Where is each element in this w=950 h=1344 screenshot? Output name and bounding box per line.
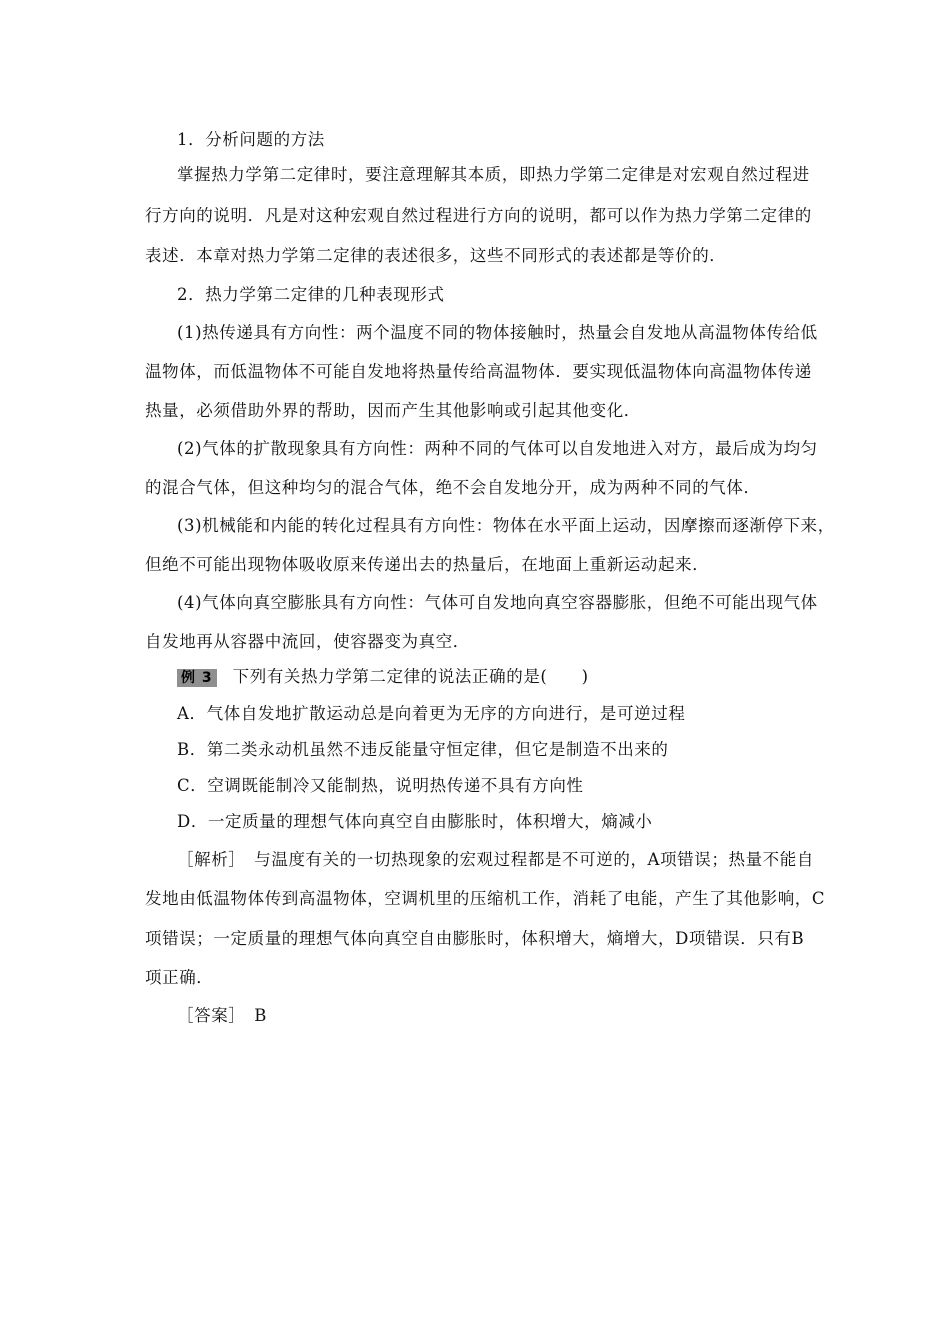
option-d: D．一定质量的理想气体向真空自由膨胀时，体积增大，熵减小 (177, 812, 653, 831)
analysis-line: 项正确． (145, 968, 214, 987)
item-3-line: 但绝不可能出现物体吸收原来传递出去的热量后，在地面上重新运动起来． (145, 555, 710, 574)
item-2-line: (2)气体的扩散现象具有方向性：两种不同的气体可以自发地进入对方，最后成为均匀 (177, 439, 818, 458)
analysis-line: 发地由低温物体传到高温物体，空调机里的压缩机工作，消耗了电能，产生了其他影响，C (145, 889, 826, 908)
item-1-line: 温物体，而低温物体不可能自发地将热量传给高温物体．要实现低温物体向高温物体传递 (145, 362, 812, 381)
item-2-line: 的混合气体，但这种均匀的混合气体，绝不会自发地分开，成为两种不同的气体． (145, 478, 761, 497)
analysis-line: 项错误；一定质量的理想气体向真空自由膨胀时，体积增大，熵增大，D项错误．只有B (145, 929, 805, 948)
analysis-line: ［解析］ 与温度有关的一切热现象的宏观过程都是不可逆的，A项错误；热量不能自 (177, 850, 814, 869)
option-c: C．空调既能制冷又能制热，说明热传递不具有方向性 (177, 776, 584, 795)
option-a: A．气体自发地扩散运动总是向着更为无序的方向进行，是可逆过程 (177, 704, 686, 723)
item-3-line: (3)机械能和内能的转化过程具有方向性：物体在水平面上运动，因摩擦而逐渐停下来， (177, 516, 835, 535)
item-1-line: 热量，必须借助外界的帮助，因而产生其他影响或引起其他变化． (145, 401, 641, 420)
section-1-paragraph-line: 行方向的说明．凡是对这种宏观自然过程进行方向的说明，都可以作为热力学第二定律的 (145, 206, 812, 225)
section-1-heading: 1．分析问题的方法 (177, 130, 325, 149)
item-4-line: (4)气体向真空膨胀具有方向性：气体可自发地向真空容器膨胀，但绝不可能出现气体 (177, 593, 818, 612)
example-badge: 例 3 (177, 669, 217, 687)
item-1-line: (1)热传递具有方向性：两个温度不同的物体接触时，热量会自发地从高温物体传给低 (177, 323, 818, 342)
example-question-text: 下列有关热力学第二定律的说法正确的是( ) (232, 667, 589, 686)
item-4-line: 自发地再从容器中流回，使容器变为真空． (145, 632, 470, 651)
example-question (177, 667, 589, 687)
option-b: B．第二类永动机虽然不违反能量守恒定律，但它是制造不出来的 (177, 740, 669, 759)
section-1-paragraph-line: 掌握热力学第二定律时，要注意理解其本质，即热力学第二定律是对宏观自然过程进 (177, 165, 810, 184)
section-2-heading: 2．热力学第二定律的几种表现形式 (177, 285, 445, 304)
section-1-paragraph-line: 表述．本章对热力学第二定律的表述很多，这些不同形式的表述都是等价的． (145, 246, 727, 265)
answer-line: ［答案］ B (177, 1006, 267, 1025)
